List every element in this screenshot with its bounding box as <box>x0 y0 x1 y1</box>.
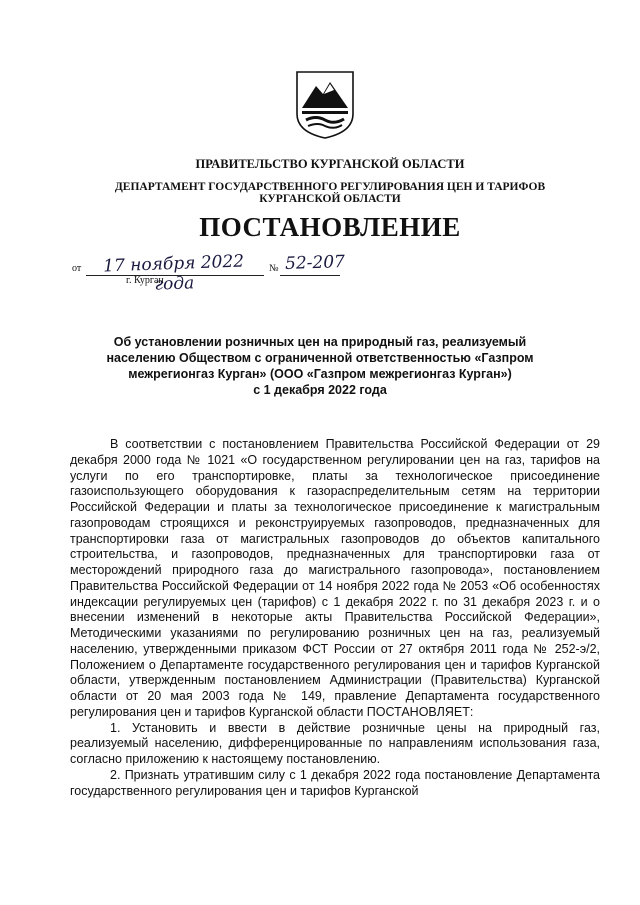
clause-2-paragraph: 2. Признать утратившим силу с 1 декабря 2022 года постановление Департамента государственного регулирования цен и тарифов Курганской <box>70 767 600 798</box>
date-number-line <box>72 251 372 295</box>
resolution-body <box>70 437 600 799</box>
resolution-title <box>90 334 550 398</box>
title-line: с 1 декабря 2022 года <box>253 383 387 397</box>
date-prefix: от <box>72 263 82 274</box>
date-underline <box>86 275 264 276</box>
clause-1-paragraph: 1. Установить и ввести в действие розничные цены на природный газ, реализуемый населению, дифференцированные по направлениям использования газа, согласно приложению к настоящему постановлению. <box>70 720 600 766</box>
department-region: КУРГАНСКОЙ ОБЛАСТИ <box>259 193 401 205</box>
city-label: г. Курган <box>126 275 164 286</box>
government-name: ПРАВИТЕЛЬСТВО КУРГАНСКОЙ ОБЛАСТИ <box>195 157 465 171</box>
number-underline <box>280 275 340 276</box>
preamble-paragraph: В соответствии с постановлением Правительства Российской Федерации от 29 декабря 2000 года № 1021 «О государственном регулировании цен на газ, тарифов на услуги по его транспортировке, платы за технологическое присоединение газоиспользующего оборудования к газораспределительным сетям на территории Российской Федерации и платы за технологическое присоединение к магистральным газопроводам строящихся и реконструируемых газопроводов, предназначенных для транспортировки газа от магистральных газопроводов до объектов капитального строительства, и газопроводов, предназначенных для транспортировки газа от месторождений природного газа до магистрального газопровода», постановлением Правительства Российской Федерации от 14 ноября 2022 года № 2053 «Об особенностях индексации регулируемых цен (тарифов) с 1 декабря 2022 г. по 31 декабря 2023 г. и о внесении изменений в некоторые акты Правительства Российской Федерации», Методическими указаниями по регулированию розничных цен на газ, реализуемый населению, утвержденными приказом ФСТ России от 27 октября 2011 года № 252-э/2, Положением о Департаменте государственного регулирования цен и тарифов Курганской области, утвержденным постановлением Администрации (Правительства) Курганской области от 20 мая 2003 года № 149, правление Департамента государственного регулирования цен и тарифов Курганской области ПОСТАНОВЛЯЕТ: <box>70 437 600 719</box>
number-prefix: № <box>269 263 279 274</box>
department-name: ДЕПАРТАМЕНТ ГОСУДАРСТВЕННОГО РЕГУЛИРОВАНИЯ ЦЕН И ТАРИФОВ <box>114 181 546 193</box>
handwritten-date: 17 ноября 2022 года <box>102 251 245 295</box>
handwritten-number: 52-207 <box>284 251 346 275</box>
kurgan-coat-of-arms-icon <box>294 70 356 140</box>
title-line: межрегионгаз Курган» (ООО «Газпром межрегионгаз Курган») <box>128 367 512 381</box>
title-line: Об установлении розничных цен на природный газ, реализуемый <box>113 335 527 349</box>
document-type: ПОСТАНОВЛЕНИЕ <box>199 212 461 242</box>
title-line: населению Обществом с ограниченной ответственностью «Газпром <box>106 351 534 365</box>
